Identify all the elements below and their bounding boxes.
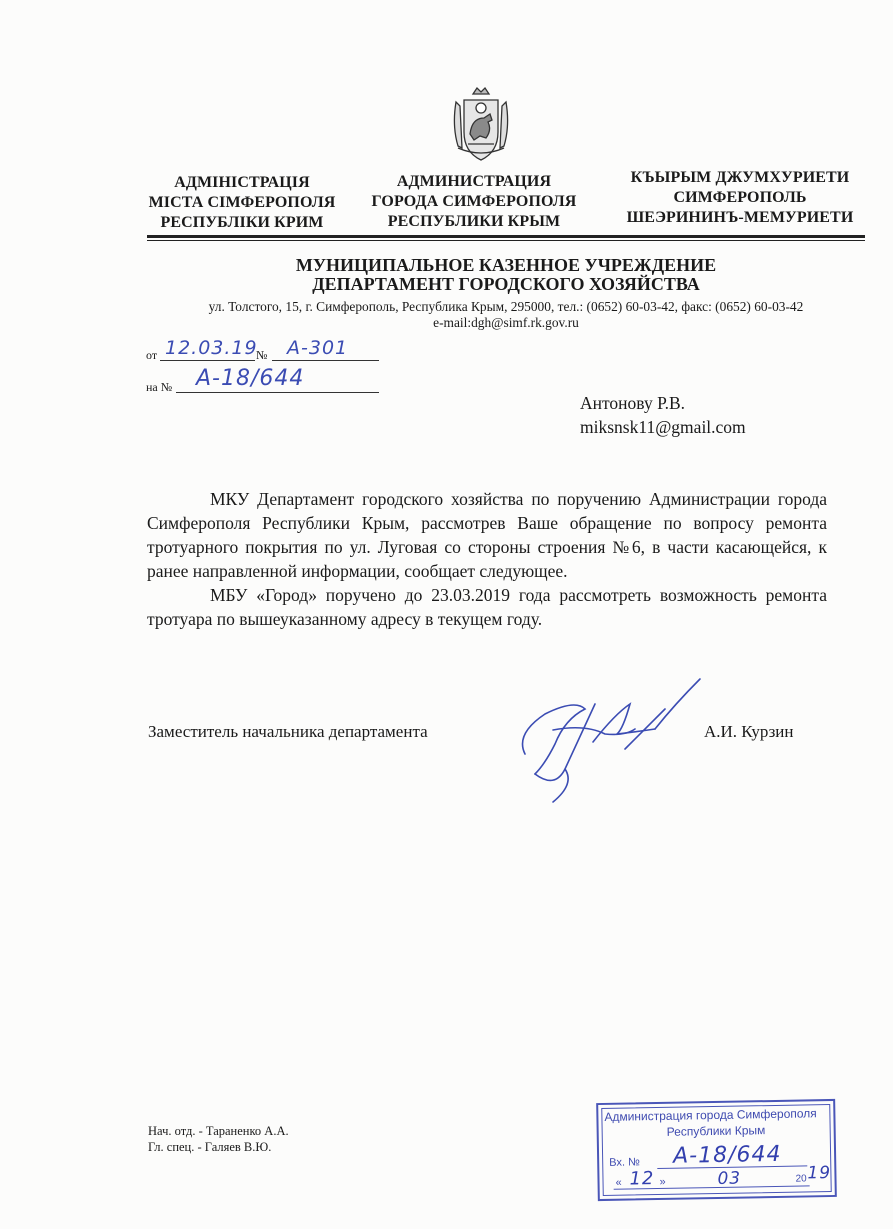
stamp-in-number-handwritten: А-18/644 bbox=[672, 1141, 782, 1169]
org-name-line2: ДЕПАРТАМЕНТ ГОРОДСКОГО ХОЗЯЙСТВА bbox=[312, 274, 700, 294]
header-russian-line: ГОРОДА СИМФЕРОПОЛЯ bbox=[371, 193, 577, 210]
stamp-org-line1: Администрация города Симферополя bbox=[604, 1106, 817, 1124]
from-date-label: от bbox=[146, 348, 158, 362]
org-address: ул. Толстого, 15, г. Симферополь, Республика Крым, 295000, тел.: (0652) 60-03-42, факс: (0652) 60-03-42 bbox=[208, 299, 804, 314]
header-ukrainian-line: РЕСПУБЛІКИ КРИМ bbox=[160, 214, 324, 231]
reply-number-handwritten: А-18/644 bbox=[196, 366, 305, 391]
body-paragraph-1: МКУ Департамент городского хозяйства по поручению Администрации города Симферополя Республики Крым, рассмотрев Ваше обращение по вопросу ремонта тротуарного покрытия по ул. Луговая со стороны строения №6, в части касающейся, к ранее направленной информации, сообщает следующее. bbox=[147, 489, 827, 581]
reply-number-label: на № bbox=[146, 380, 173, 394]
header-russian bbox=[362, 172, 586, 232]
from-date-handwritten: 12.03.19 bbox=[165, 337, 258, 359]
header-russian-line: РЕСПУБЛИКИ КРЫМ bbox=[387, 213, 561, 230]
body-paragraph-2: МБУ «Город» поручено до 23.03.2019 года рассмотреть возможность ремонта тротуара по вышеуказанному адресу в текущем году. bbox=[147, 585, 827, 629]
stamp-year-prefix: 20 bbox=[795, 1173, 807, 1185]
header-crimean-tatar-line: СИМФЕРОПОЛЬ bbox=[673, 189, 807, 206]
header-ukrainian-line: МІСТА СІМФЕРОПОЛЯ bbox=[148, 194, 336, 211]
letter-body bbox=[147, 487, 827, 631]
header-divider bbox=[147, 235, 865, 238]
header-crimean-tatar-line: ШЕЭРИНИНЪ-МЕМУРИЕТИ bbox=[626, 209, 854, 226]
executor-line-1: Нач. отд. - Тараненко А.А. bbox=[148, 1124, 289, 1138]
signatory-name: А.И. Курзин bbox=[704, 722, 794, 741]
stamp-in-label: Вх. № bbox=[609, 1156, 640, 1169]
stamp-org-line2: Республики Крым bbox=[666, 1123, 766, 1139]
number-label: № bbox=[256, 348, 268, 362]
incoming-stamp bbox=[596, 1099, 837, 1201]
org-name-line1: МУНИЦИПАЛЬНОЕ КАЗЕННОЕ УЧРЕЖДЕНИЕ bbox=[295, 255, 717, 275]
header-crimean-tatar-line: КЪЫРЫМ ДЖУМХУРИЕТИ bbox=[630, 169, 850, 186]
outgoing-number-handwritten: А-301 bbox=[287, 337, 349, 359]
stamp-day-close-quote: » bbox=[659, 1175, 666, 1188]
stamp-day-handwritten: 12 bbox=[629, 1168, 655, 1190]
executor-line-2: Гл. спец. - Галяев В.Ю. bbox=[148, 1140, 272, 1154]
header-ukrainian bbox=[147, 173, 337, 233]
handwritten-signature bbox=[505, 674, 705, 806]
signatory-position: Заместитель начальника департамента bbox=[148, 722, 428, 741]
stamp-month-handwritten: 03 bbox=[717, 1168, 742, 1189]
org-email: e-mail:dgh@simf.rk.gov.ru bbox=[433, 315, 579, 330]
header-russian-line: АДМИНИСТРАЦИЯ bbox=[396, 173, 552, 190]
header-crimean-tatar bbox=[612, 168, 868, 228]
coat-of-arms-emblem bbox=[444, 86, 518, 164]
header-ukrainian-line: АДМІНІСТРАЦІЯ bbox=[174, 174, 310, 191]
stamp-year-handwritten: 19 bbox=[807, 1163, 832, 1184]
addressee-email: miksnsk11@gmail.com bbox=[580, 417, 746, 437]
stamp-day-open-quote: « bbox=[615, 1176, 622, 1189]
header-divider-thin bbox=[147, 240, 865, 241]
addressee-name: Антонову Р.В. bbox=[580, 393, 686, 413]
